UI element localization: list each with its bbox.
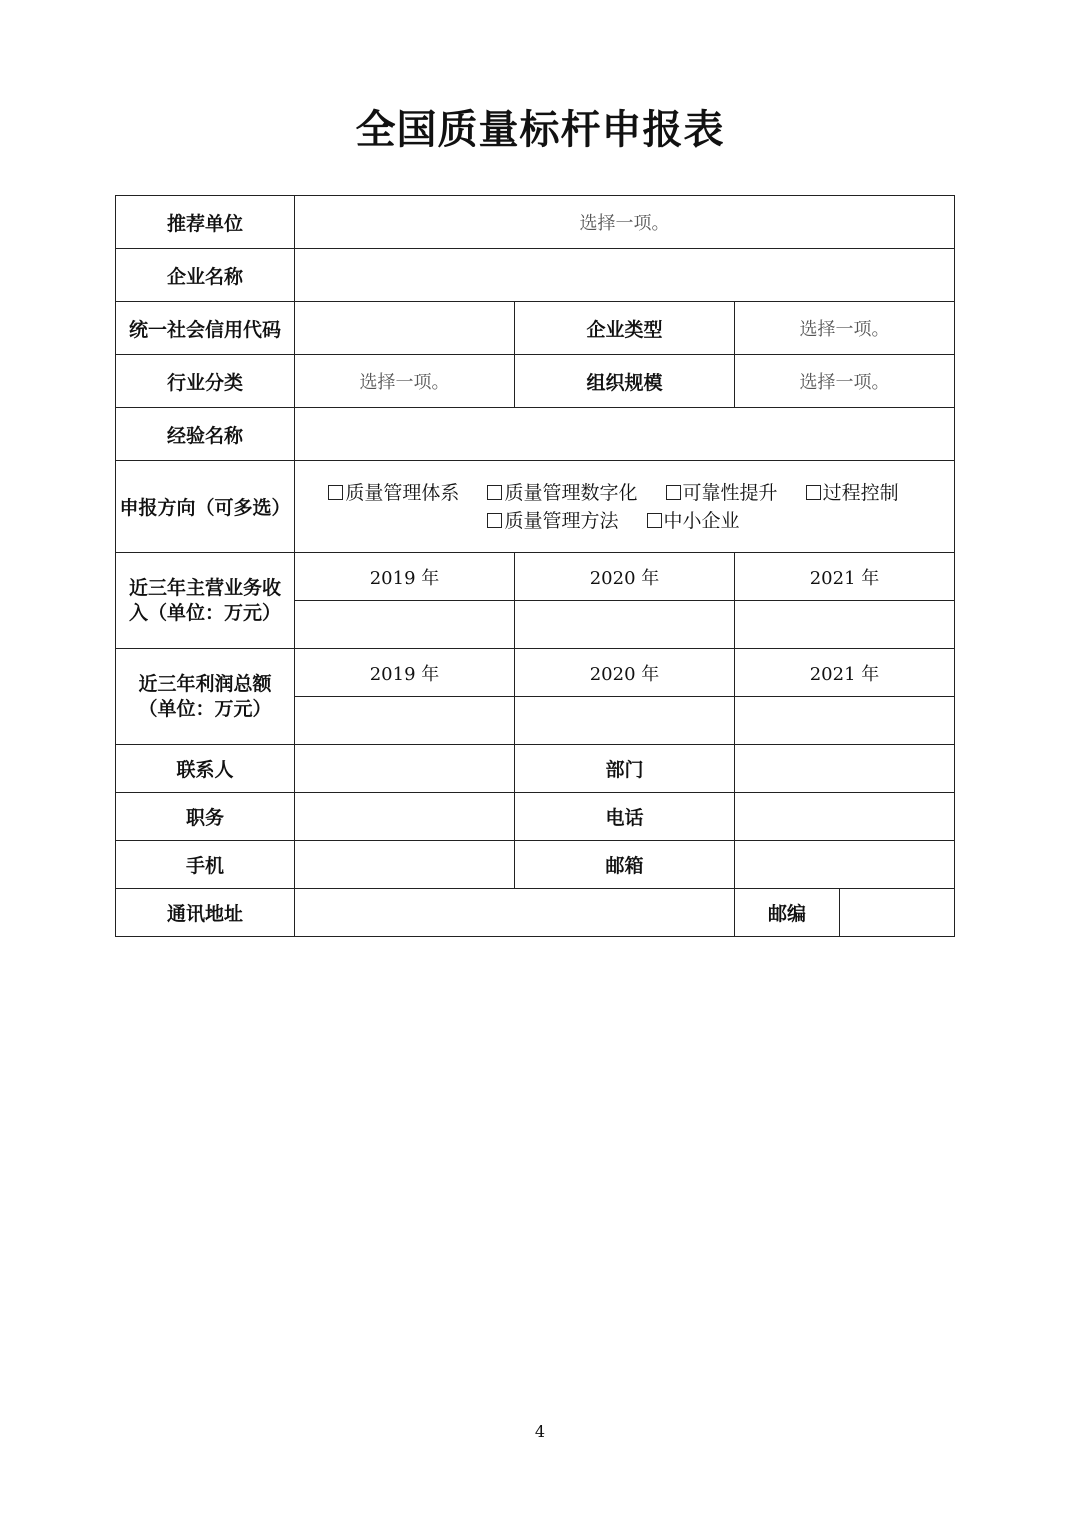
contact-field[interactable]: [295, 745, 515, 793]
position-label: 职务: [116, 793, 295, 841]
checkbox-icon: [328, 485, 343, 500]
recommend-unit-label: 推荐单位: [116, 196, 295, 249]
department-field[interactable]: [735, 745, 955, 793]
revenue-year-2021: 2021 年: [735, 553, 955, 601]
profit-label-line2: （单位：万元）: [138, 697, 272, 720]
revenue-2020-field[interactable]: [515, 601, 735, 649]
mobile-label: 手机: [116, 841, 295, 889]
direction-option-checkbox[interactable]: [328, 479, 459, 507]
profit-year-2021: 2021 年: [735, 649, 955, 697]
recommend-unit-select[interactable]: 选择一项。: [295, 196, 955, 249]
industry-select[interactable]: 选择一项。: [295, 355, 515, 408]
profit-2019-field[interactable]: [295, 697, 515, 745]
position-field[interactable]: [295, 793, 515, 841]
direction-option-label: 质量管理数字化: [504, 481, 638, 504]
page-number: 4: [534, 1422, 546, 1441]
email-label: 邮箱: [515, 841, 735, 889]
checkbox-icon: [806, 485, 821, 500]
org-scale-select[interactable]: 选择一项。: [735, 355, 955, 408]
direction-option-label: 过程控制: [822, 481, 899, 504]
credit-code-label: 统一社会信用代码: [116, 302, 295, 355]
direction-option-checkbox[interactable]: [666, 479, 778, 507]
page-title: 全国质量标杆申报表: [355, 106, 725, 153]
checkbox-icon: [666, 485, 681, 500]
phone-label: 电话: [515, 793, 735, 841]
address-label: 通讯地址: [116, 889, 295, 937]
postcode-label: 邮编: [735, 889, 840, 937]
company-type-label: 企业类型: [515, 302, 735, 355]
revenue-label: 近三年主营业务收入（单位：万元）: [116, 553, 295, 649]
direction-option-checkbox[interactable]: [806, 479, 899, 507]
revenue-year-2020: 2020 年: [515, 553, 735, 601]
org-scale-label: 组织规模: [515, 355, 735, 408]
department-label: 部门: [515, 745, 735, 793]
address-field[interactable]: [295, 889, 735, 937]
direction-option-label: 可靠性提升: [682, 481, 778, 504]
direction-option-label: 质量管理体系: [345, 481, 460, 504]
direction-option-label: 中小企业: [663, 509, 740, 532]
direction-option-label: 质量管理方法: [504, 509, 619, 532]
company-type-select[interactable]: 选择一项。: [735, 302, 955, 355]
profit-label-line1: 近三年利润总额: [138, 672, 272, 695]
profit-2020-field[interactable]: [515, 697, 735, 745]
profit-year-2019: 2019 年: [295, 649, 515, 697]
postcode-field[interactable]: [840, 889, 955, 937]
direction-options: [295, 461, 955, 553]
credit-code-field[interactable]: [295, 302, 515, 355]
profit-year-2020: 2020 年: [515, 649, 735, 697]
revenue-2019-field[interactable]: [295, 601, 515, 649]
profit-2021-field[interactable]: [735, 697, 955, 745]
checkbox-icon: [487, 485, 502, 500]
experience-name-label: 经验名称: [116, 408, 295, 461]
application-form: [115, 195, 955, 937]
company-name-field[interactable]: [295, 249, 955, 302]
checkbox-icon: [487, 513, 502, 528]
industry-label: 行业分类: [116, 355, 295, 408]
direction-option-checkbox[interactable]: [647, 507, 740, 535]
profit-label: [116, 649, 295, 745]
revenue-2021-field[interactable]: [735, 601, 955, 649]
direction-option-checkbox[interactable]: [487, 479, 637, 507]
contact-label: 联系人: [116, 745, 295, 793]
mobile-field[interactable]: [295, 841, 515, 889]
experience-name-field[interactable]: [295, 408, 955, 461]
email-field[interactable]: [735, 841, 955, 889]
revenue-year-2019: 2019 年: [295, 553, 515, 601]
checkbox-icon: [647, 513, 662, 528]
company-name-label: 企业名称: [116, 249, 295, 302]
phone-field[interactable]: [735, 793, 955, 841]
direction-label: 申报方向（可多选）: [116, 461, 295, 553]
direction-option-checkbox[interactable]: [487, 507, 618, 535]
